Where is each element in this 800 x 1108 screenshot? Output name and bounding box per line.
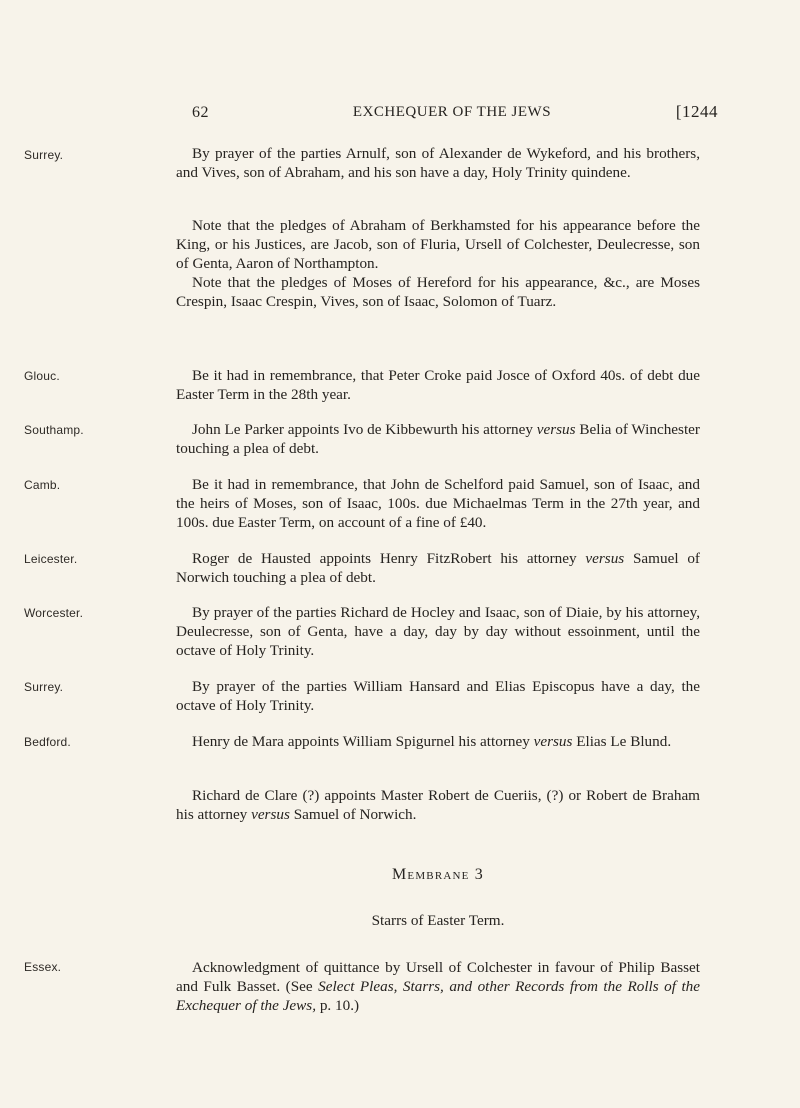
membrane-heading: Membrane 3 <box>391 866 484 883</box>
entry-text: Samuel of Norwich. <box>289 806 417 823</box>
entry-text: Elias Le Blund. <box>572 733 672 750</box>
margin-surrey-1: Surrey. <box>24 148 64 162</box>
entry-paragraph: Be it had in remembrance, that Peter Croke paid Josce of Oxford 40s. of debt due Easter Term in the 28th year. <box>176 367 700 403</box>
margin-leicester: Leicester. <box>24 552 78 566</box>
entry-text: Acknowledgment of quittance by Ursell of Colchester in favour of Philip Basset and Fulk Basset. (See <box>176 959 700 995</box>
entry-paragraph <box>176 732 700 751</box>
starrs-subheading: Starrs of Easter Term. <box>371 912 505 929</box>
entry-text: p. 10.) <box>316 997 360 1014</box>
entry-paragraph: Note that the pledges of Moses of Hereford for his appearance, &c., are Moses Crespin, Isaac Crespin, Vives, son of Isaac, Solomon of Tuarz. <box>176 274 700 310</box>
entry-paragraph <box>176 786 700 824</box>
header-year: [1244 <box>675 102 718 121</box>
page-number: 62 <box>192 104 209 121</box>
margin-glouc: Glouc. <box>24 369 60 383</box>
running-title: EXCHEQUER OF THE JEWS <box>352 104 552 120</box>
entry-paragraph: By prayer of the parties William Hansard and Elias Episcopus have a day, the octave of Holy Trinity. <box>176 678 700 714</box>
entry-paragraph <box>176 549 700 587</box>
margin-southamp: Southamp. <box>24 423 84 437</box>
margin-essex: Essex. <box>24 960 62 974</box>
versus-italic: versus <box>536 421 576 438</box>
versus-italic: versus <box>533 733 573 750</box>
entry-paragraph <box>176 958 700 1015</box>
running-header <box>192 102 718 128</box>
versus-italic: versus <box>585 550 625 567</box>
entry-paragraph: Note that the pledges of Abraham of Berkhamsted for his appearance before the King, or his Justices, are Jacob, son of Fluria, Ursell of Colchester, Deulecresse, son of Genta, Aaron of Northampton. <box>176 217 700 272</box>
entry-text: Richard de Clare (?) appoints Master Robert de Cueriis, (?) or Robert de Braham his attorney <box>176 787 700 823</box>
entry-text: Roger de Hausted appoints Henry FitzRobert his attorney <box>192 550 586 567</box>
entry-text: Belia of Winchester touching a plea of debt. <box>176 421 700 457</box>
citation-italic: Select Pleas, Starrs, and other Records from the Rolls of the Exchequer of the Jews, <box>176 978 701 1014</box>
margin-worcester: Worcester. <box>24 606 84 620</box>
entry-paragraph <box>176 420 700 458</box>
margin-camb: Camb. <box>24 478 61 492</box>
versus-italic: versus <box>251 806 290 823</box>
margin-surrey-2: Surrey. <box>24 680 64 694</box>
entry-text: Samuel of Norwich touching a plea of debt. <box>176 550 700 586</box>
margin-bedford: Bedford. <box>24 735 71 749</box>
entry-text: John Le Parker appoints Ivo de Kibbewurth his attorney <box>192 421 537 438</box>
entry-paragraph: Be it had in remembrance, that John de Schelford paid Samuel, son of Isaac, and the heirs of Moses, son of Isaac, 100s. due Michaelmas Term in the 27th year, and 100s. due Easter Term, on account of a fine of £40. <box>176 476 700 531</box>
entry-paragraph: By prayer of the parties Richard de Hocley and Isaac, son of Diaie, by his attorney, Deulecresse, son of Genta, have a day, day by day without essoinment, until the octave of Holy Trinity. <box>176 604 700 659</box>
entry-text: Henry de Mara appoints William Spigurnel his attorney <box>192 733 534 750</box>
entry-paragraph: By prayer of the parties Arnulf, son of Alexander de Wykeford, and his brothers, and Vives, son of Abraham, and his son have a day, Holy Trinity quindene. <box>176 145 700 181</box>
